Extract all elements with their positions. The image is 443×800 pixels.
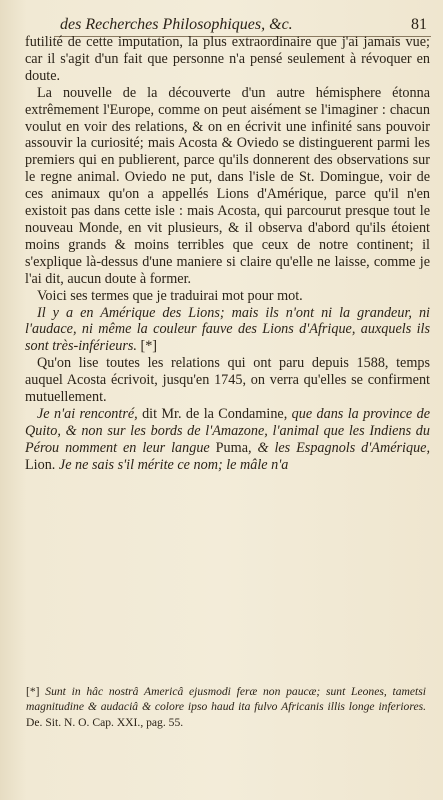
paragraph-5: Qu'on lise toutes les relations qui ont paru depuis 1588, temps auquel Acosta écrivoit, jusqu'en 1745, on verra qu'elles se confirment mutuellement. — [25, 355, 430, 406]
p6-segment-c: que dans la province de Quito, & non sur les bords de l'Amazone, l'animal que les Indiens du Pérou nomment en leur langue — [25, 405, 430, 456]
running-title: des Recherches Philosophiques, &c. — [60, 16, 293, 33]
page-number: 81 — [411, 16, 427, 33]
p6-segment-d: Puma — [215, 439, 248, 456]
paragraph-2: La nouvelle de la découverte d'un autre hémisphere étonna extrêmement l'Europe, comme on peut aisément se l'imaginer : chacun voulut en voir des relations, & on en écrivit une infinité sans pouvoir assouvir la curiosité; mais Acosta & Oviedo se distinguerent parmi les premiers qui en publierent, parce qu'ils donnerent des observations sur le regne animal. Oviedo ne put, dans l'isle de St. Domingue, voir de ces animaux qu'on a appellés Lions d'Amérique, parce qu'il n'en existoit pas dans cette isle : mais Acosta, qui parcourut presque tout le nouveau Monde, en vit plusieurs, & il observa d'abord qu'ils étoient moins grands & moins terribles que ceux de notre continent; il s'explique là-dessus d'une maniere si claire qu'elle ne laisse, comme je l'ai dit, aucun doute à former. — [25, 84, 430, 287]
running-head — [60, 14, 429, 36]
paragraph-1: futilité de cette imputation, la plus extraordinaire que j'ai jamais vue; car il s'agit d'un fait que personne n'a pensé seulement à révoquer en doute. — [25, 34, 430, 84]
p6-segment-b: dit Mr. de la Condamine, — [142, 405, 292, 422]
p6-segment-a: Je n'ai rencontré, — [37, 405, 143, 422]
paragraph-3: Voici ses termes que je traduirai mot pour mot. — [37, 287, 303, 304]
footnote-citation: De. Sit. N. O. Cap. XXI., pag. 55. — [26, 715, 184, 729]
p6-segment-g: Je ne sais s'il mérite ce nom; le mâle n'a — [58, 456, 289, 473]
footnote — [26, 684, 426, 730]
paragraph-4 — [25, 305, 430, 356]
p6-segment-e: , & les Espagnols d'Amérique, — [248, 439, 431, 456]
p6-segment-f: Lion. — [25, 456, 59, 473]
footnote-text: Sunt in hâc nostrâ Americâ ejusmodi feræ non paucæ; sunt Leones, tametsi magnitudine & audaciâ & colore ipso haud ita fulvo Africanis illis longe inferiores. — [26, 685, 427, 714]
paragraph-6 — [25, 406, 430, 474]
footnote-reference: [*] — [136, 338, 158, 355]
footnote-marker: [*] — [26, 685, 46, 698]
main-text — [25, 34, 430, 474]
acosta-quote: Il y a en Amérique des Lions; mais ils n'ont ni la grandeur, ni l'audace, ni même la couleur fauve des Lions d'Afrique, auxquels ils sont très-inférieurs. — [25, 304, 430, 355]
